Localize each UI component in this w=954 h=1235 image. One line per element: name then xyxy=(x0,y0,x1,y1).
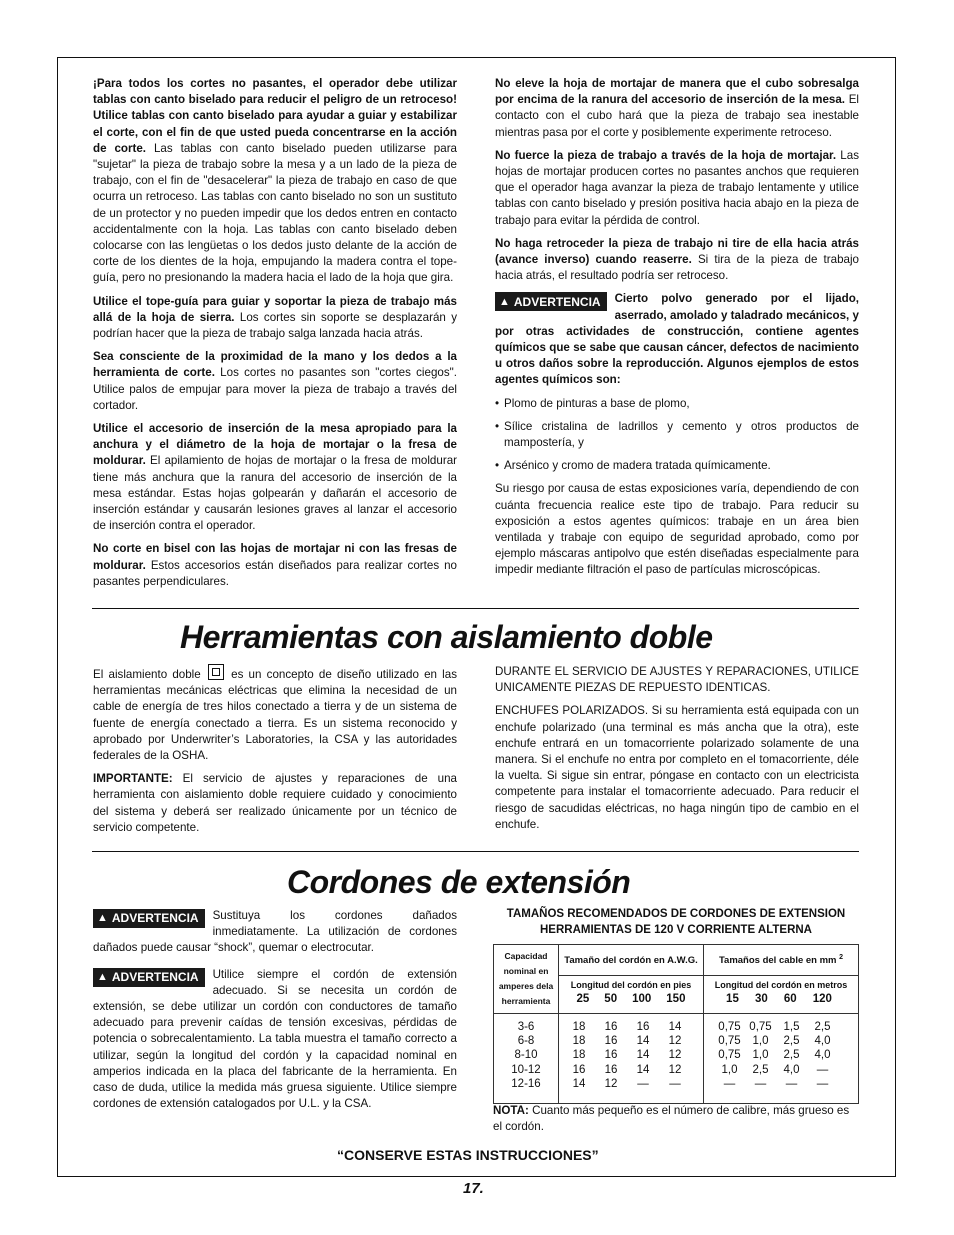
bullet-list xyxy=(495,396,859,475)
table-title: TAMAÑOS RECOMENDADOS DE CORDONES DE EXTENSION HERRAMIENTAS DE 120 V CORRIENTE ALTERNA xyxy=(506,908,846,936)
paragraph: El aislamiento doble es un concepto de diseño utilizado en las herramientas mecánicas eléctricas que elimina la necesidad de un cable de energía de tres hilos conectado a tierra y de un sistema de fuente de energía conectado a tierra. Es un sistema reconocido y aprobado por Underwriter’s Laboratories, la CSA y las autoridades federales de la OSHA. xyxy=(93,664,457,764)
warning-triangle-icon: ▲ xyxy=(97,971,108,983)
mm-values: 0,75 0,75 1,5 2,5 0,75 1,0 2,5 4,0 0,75 1,0 2,5 4,0 1,0 2,5 4,0 — — — — — xyxy=(704,1014,859,1104)
paragraph: No haga retroceder la pieza de trabajo ni tire de ella hacia atrás (avance inverso) cuando reaserre. Si tira de la pieza de trabajo hacia atrás, el resultado podría ser retroceso. xyxy=(495,236,859,283)
list-item: • Plomo de pinturas a base de plomo, xyxy=(495,396,859,412)
paragraph: No fuerce la pieza de trabajo a través de la hoja de mortajar. Las hojas de mortajar producen cortes no pasantes anchos que requieren que el operador haga avanzar la pieza de trabajo lentamente y utilice tablas con canto biselado y presión positiva hacia abajo en la pieza de trabajo para evitar la pérdida de control. xyxy=(495,148,859,227)
keep-instructions: “CONSERVE ESTAS INSTRUCCIONES” xyxy=(337,1147,599,1163)
list-item: • Arsénico y cromo de madera tratada químicamente. xyxy=(495,458,859,474)
section-title: Herramientas con aislamiento doble xyxy=(180,619,713,655)
warning-paragraph: ▲ ADVERTENCIA Sustituya los cordones dañados inmediatamente. La utilización de cordones dañados puede causar “shock”, quemar o electrocutar. xyxy=(93,909,457,955)
warning-badge: ▲ ADVERTENCIA xyxy=(93,968,205,987)
warning-paragraph: ▲ ADVERTENCIA Utilice siempre el cordón de extensión adecuado. Si se necesita un cordón de extensión, se debe utilizar un cordón con conductores de tamaño adecuado para prevenir caídas de tensión excesivas, pérdidas de potencia o sobrecalentamiento. La tabla muestra el tamaño correcto a utilizar, según la longitud del cordón y la capacidad nominal en amperios indicada en la placa del fabricante de la herramienta. En caso de duda, utilice la medida más gruesa siguiente. Utilice siempre cordones de extensión catalogados por U.L. y la CSA. xyxy=(93,967,457,1111)
paragraph: Utilice el tope-guía para guiar y soportar la pieza de trabajo más allá de la hoja de sierra. Los cortes sin soporte se desplazarán y podrían hacer que la pieza de trabajo salga lanzada hacia atrás. xyxy=(93,294,457,341)
warning-paragraph: ▲ ADVERTENCIA Cierto polvo generado por el lijado, aserrado, amolado y taladrado mecánicos, y por otras actividades de construcción, contiene agentes químicos que se sabe que causan cáncer, defectos de nacimiento u otros daños sobre la reproducción. Algunos ejemplos de estos agentes químicos son: xyxy=(495,292,859,387)
paragraph: IMPORTANTE: El servicio de ajustes y reparaciones de una herramienta con aislamiento doble requiere cuidado y conocimiento del sistema y deberá ser realizado únicamente por un técnico de servicio competente. xyxy=(93,772,457,834)
awg-header: Tamaño del cordón en A.W.G. xyxy=(559,945,704,976)
extension-cord-table xyxy=(493,944,859,1104)
table-note: NOTA: Cuanto más pequeño es el número de calibre, más grueso es el cordón. xyxy=(493,1104,850,1134)
paragraph: ¡Para todos los cortes no pasantes, el operador debe utilizar tablas con canto biselado para reducir el peligro de un retroceso! Utilice tablas con canto biselado para ayudar a guiar y estabilizar el corte, con el fin de que usted pueda concentrarse en la acción de corte. Las tablas con canto biselado pueden utilizarse para "sujetar" la pieza de trabajo sobre la mesa y a un lado de la pieza de trabajo, con el fin de "desacelerar" la pieza de trabajo en caso de que ocurra un retroceso. Las tablas con canto biselado no son un sustituto de un protector y no pueden impedir que los dedos entren en contacto accidentalmente con la hoja. Las tablas con canto biselado deben colocarse con las lengüetas o los dedos justo delante de la acción de corte de los dientes de la hoja, empujando la madera contra el tope-guía, pero no presionando la madera hacia el lado de la hoja que gira. xyxy=(93,77,458,285)
extension-cord-warnings xyxy=(93,908,457,1119)
warning-badge: ▲ ADVERTENCIA xyxy=(93,909,205,928)
capacity-header: Capacidad nominal en amperes dela herramienta xyxy=(494,945,559,1014)
double-insulation-icon xyxy=(208,664,224,680)
divider xyxy=(92,851,859,852)
paragraph: No corte en bisel con las hojas de mortajar ni con las fresas de moldurar. Estos accesorios están diseñados para realizar cortes no pasantes perpendiculares. xyxy=(93,542,457,588)
paragraph: ENCHUFES POLARIZADOS. Si su herramienta está equipada con un enchufe polarizado (una terminal es más ancha que la otra), este enchufe entrará en un tomacorriente polarizado solamente de una manera. Si el enchufe no entra por completo en el tomacorriente, déle la vuelta. Si sigue sin entrar, póngase en contacto con un electricista competente para instalar el tomacorriente adecuado. Para reducir el riesgo de sacudidas eléctricas, no haga ningún tipo de cambio en el enchufe. xyxy=(495,704,859,831)
awg-subheader: Longitud del cordón en pies 25 50 100 150 xyxy=(559,976,704,1014)
double-insulation-left xyxy=(93,664,457,843)
amps-column: 3-6 6-8 8-10 10-12 12-16 xyxy=(494,1014,559,1104)
warning-triangle-icon: ▲ xyxy=(97,912,108,925)
warning-triangle-icon: ▲ xyxy=(499,295,510,308)
paragraph: No eleve la hoja de mortajar de manera que el cubo sobresalga por encima de la ranura del accesorio de inserción de la mesa. El contacto con el cubo hará que la pieza de trabajo sea inestable mientras pasa por el corte y posiblemente experimente retroceso. xyxy=(495,77,859,139)
double-insulation-right xyxy=(495,664,859,840)
paragraph: Sea consciente de la proximidad de la mano y los dedos a la herramienta de corte. Los cortes no pasantes son "cortes ciegos". Utilice palos de empujar para mover la pieza de trabajo a través del cortador. xyxy=(93,350,457,412)
safety-column-left xyxy=(93,76,457,597)
section-title: Cordones de extensión xyxy=(287,864,631,900)
paragraph: DURANTE EL SERVICIO DE AJUSTES Y REPARACIONES, UTILICE UNICAMENTE PIEZAS DE REPUESTO IDENTICAS. xyxy=(495,665,859,695)
warning-badge: ▲ ADVERTENCIA xyxy=(495,292,607,311)
mm-header: Tamaños del cable en mm $^2$ xyxy=(704,945,859,976)
page-number: 17. xyxy=(463,1180,484,1197)
safety-column-right xyxy=(495,76,859,586)
awg-values: 18 16 16 14 18 16 14 12 18 16 14 12 16 16 14 12 14 12 — — xyxy=(559,1014,704,1104)
list-item: • Sílice cristalina de ladrillos y cemento y otros productos de mampostería, y xyxy=(495,419,859,451)
divider xyxy=(92,608,859,609)
paragraph: Utilice el accesorio de inserción de la mesa apropiado para la anchura y el diámetro de la hoja de mortajar o la fresa de moldurar. El apilamiento de hojas de mortajar o la fresa de moldurar tiene más anchura que la ranura del accesorio de inserción de la mesa estándar. Estas hojas golpearán y dañarán el accesorio de inserción estándar y causarán lesiones graves al lanzar el accesorio de inserción contra el operador. xyxy=(93,422,457,533)
paragraph: Su riesgo por causa de estas exposiciones varía, dependiendo de con cuánta frecuencia realice este tipo de trabajo. Para reducir su exposición a estos agentes químicos: trabaje en un área bien ventilada y trabaje con equipo de seguridad aprobado, como por ejemplo máscaras antipolvo que estén diseñadas especialmente para impedir mediante filtración el paso de partículas microscópicas. xyxy=(495,482,859,577)
mm-subheader: Longitud del cordón en metros 15 30 60 120 xyxy=(704,976,859,1014)
